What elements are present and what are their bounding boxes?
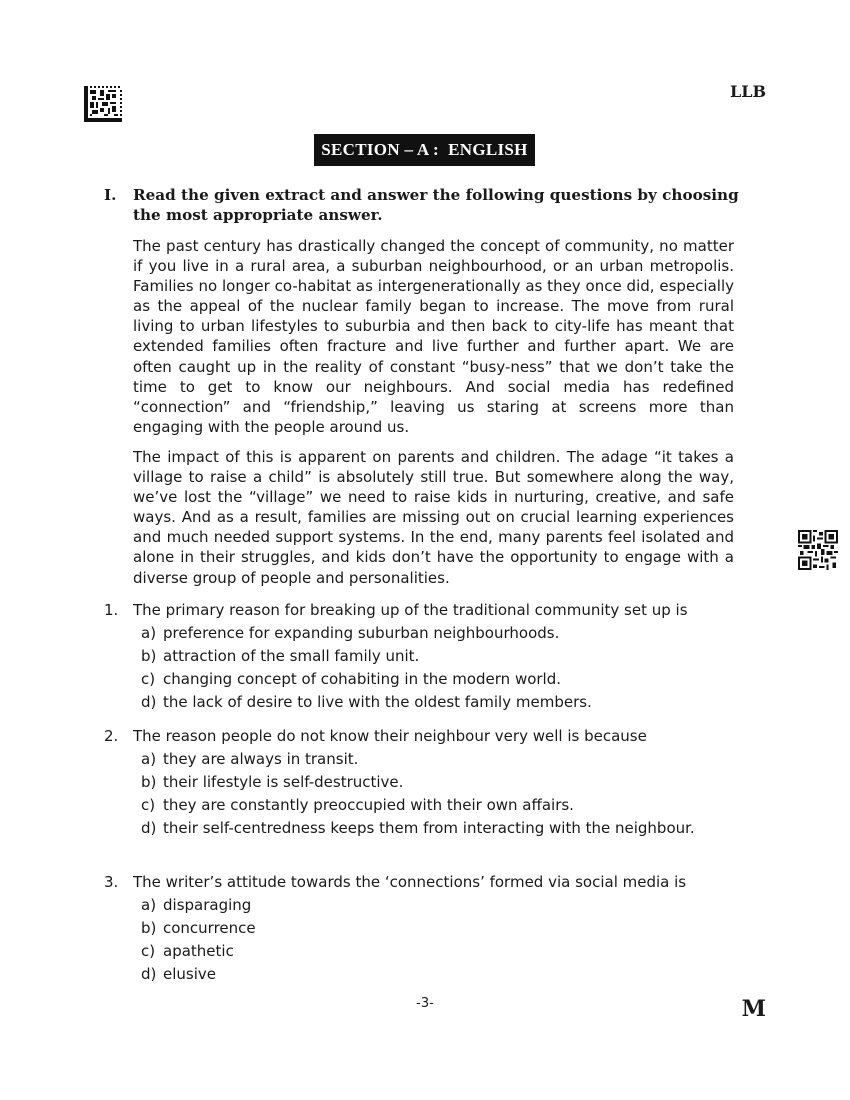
- answer-option: [141, 918, 744, 938]
- answer-option: [141, 692, 744, 712]
- answer-option: [141, 623, 744, 643]
- answer-option: [141, 749, 744, 769]
- option-text: attraction of the small family unit.: [163, 647, 420, 665]
- question-number: 3.: [104, 873, 119, 891]
- qr-code-icon: [798, 530, 838, 570]
- instruction-text: Read the given extract and answer the following questions by choosing the most appropriate answer.: [133, 186, 739, 224]
- answer-option: [141, 795, 744, 815]
- answer-option: [141, 772, 744, 792]
- question-2: [104, 726, 744, 841]
- answer-option: [141, 818, 744, 838]
- answer-option: [141, 646, 744, 666]
- question-number: 2.: [104, 727, 119, 745]
- option-label: c): [141, 796, 156, 814]
- option-label: a): [141, 624, 157, 642]
- option-text: concurrence: [163, 919, 256, 937]
- answer-option: [141, 895, 744, 915]
- option-label: c): [141, 670, 156, 688]
- answer-option: [141, 941, 744, 961]
- option-text: changing concept of cohabiting in the modern world.: [163, 670, 562, 688]
- set-code: M: [741, 996, 766, 1022]
- paper-code: LLB: [729, 82, 766, 101]
- option-text: the lack of desire to live with the oldest family members.: [163, 693, 592, 711]
- question-text: The writer’s attitude towards the ‘connections’ formed via social media is: [133, 873, 687, 891]
- page-number: -3-: [416, 996, 434, 1011]
- question-number: 1.: [104, 601, 119, 619]
- option-text: preference for expanding suburban neighbourhoods.: [163, 624, 560, 642]
- passage-paragraph: The impact of this is apparent on parents and children. The adage “it takes a village to raise a child” is absolutely still true. But somewhere along the way, we’ve lost the “village” we need to raise kids in nurturing, creative, and safe ways. And as a result, families are missing out on crucial learning experiences and much needed support systems. In the end, many parents feel isolated and alone in their struggles, and kids don’t have the opportunity to engage with a diverse group of people and personalities.: [133, 448, 734, 587]
- question-text: The primary reason for breaking up of the traditional community set up is: [133, 601, 688, 619]
- answer-option: [141, 964, 744, 984]
- option-label: b): [141, 773, 157, 791]
- passage-paragraph: The past century has drastically changed the concept of community, no matter if you live in a rural area, a suburban neighbourhood, or an urban metropolis. Families no longer co-habitat as intergenerationally as they once did, especially as the appeal of the nuclear family began to increase. The move from rural living to urban lifestyles to suburbia and then back to city-life has meant that extended families often fracture and live further and further apart. We are often caught up in the reality of constant “busy-ness” that we don’t take the time to get to know our neighbours. And social media has redefined “connection” and “friendship,” leaving us staring at screens more than engaging with the people around us.: [133, 237, 734, 436]
- option-label: d): [141, 965, 157, 983]
- question-3: [104, 872, 744, 987]
- option-text: apathetic: [163, 942, 234, 960]
- option-text: they are always in transit.: [163, 750, 359, 768]
- option-text: their self-centredness keeps them from interacting with the neighbour.: [163, 819, 695, 837]
- question-1: [104, 600, 744, 715]
- answer-option: [141, 669, 744, 689]
- option-text: elusive: [163, 965, 216, 983]
- instruction-number: I.: [104, 186, 117, 204]
- option-label: d): [141, 819, 157, 837]
- option-text: disparaging: [163, 896, 252, 914]
- option-label: b): [141, 919, 157, 937]
- question-text: The reason people do not know their neighbour very well is because: [133, 727, 647, 745]
- option-label: a): [141, 750, 157, 768]
- section-title: SECTION – A : ENGLISH: [314, 134, 535, 166]
- option-label: b): [141, 647, 157, 665]
- option-text: they are constantly preoccupied with their own affairs.: [163, 796, 574, 814]
- qr-code-icon: [84, 86, 122, 122]
- option-label: d): [141, 693, 157, 711]
- option-text: their lifestyle is self-destructive.: [163, 773, 404, 791]
- instruction: [104, 185, 744, 225]
- option-label: c): [141, 942, 156, 960]
- option-label: a): [141, 896, 157, 914]
